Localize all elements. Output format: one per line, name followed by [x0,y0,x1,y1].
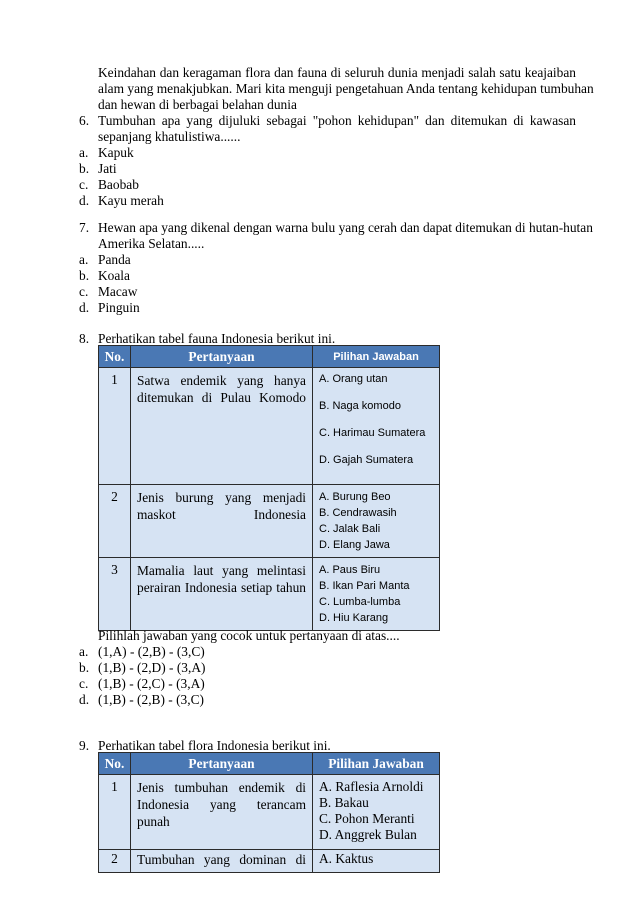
answer-option[interactable] [79,177,576,193]
option-text: (1,A) - (2,B) - (3,C) [98,644,205,659]
choice-item: B. Cendrawasih [319,507,397,519]
option-text: Pinguin [98,300,140,315]
question-text: Tumbuhan apa yang dijuluki sebagai "pohon kehidupan" dan ditemukan di kawasan [98,113,576,128]
option-text: Macaw [98,284,138,299]
header-question: Pertanyaan [131,346,313,368]
intro-line: dan hewan di berbagai belahan dunia [98,97,297,112]
header-choices: Pilihan Jawaban [313,346,440,368]
intro-line: Keindahan dan keragaman flora dan fauna di seluruh dunia menjadi salah satu keajaiban [98,65,576,80]
option-label: a. [79,644,89,659]
table-row [99,850,440,873]
choice-item: A. Kaktus [319,851,374,866]
cell-choices [313,558,440,631]
cell-choices [313,850,440,873]
option-text: Jati [98,161,117,176]
header-question: Pertanyaan [131,753,313,775]
question-number: 7. [79,220,90,235]
cell-question: Jenis burung yang menjadi maskot Indonesia [131,485,313,558]
fauna-table [98,345,440,631]
answer-option[interactable] [79,644,576,660]
choice-item: B. Ikan Pari Manta [319,580,410,592]
answer-option[interactable] [79,284,576,300]
choice-item: D. Anggrek Bulan [319,827,417,842]
answer-option[interactable] [79,660,576,676]
option-text: Panda [98,252,131,267]
intro-paragraph [98,65,594,113]
choice-item: A. Burung Beo [319,491,391,503]
option-label: b. [79,660,90,675]
table-row [99,558,440,631]
answer-option[interactable] [79,145,576,161]
question-7 [79,220,593,316]
choice-item: C. Pohon Meranti [319,811,415,826]
header-no: No. [99,346,131,368]
choice-item: A. Orang utan [319,373,388,385]
header-choices: Pilihan Jawaban [313,753,440,775]
choice-item: A. Paus Biru [319,564,381,576]
choice-item: C. Jalak Bali [319,523,381,535]
option-label: d. [79,300,90,315]
flora-table [98,752,440,873]
intro-line: alam yang menakjubkan. Mari kita menguji pengetahuan Anda tentang kehidupan tumbuhan [98,81,594,96]
choice-item: D. Gajah Sumatera [319,454,414,466]
question-number: 6. [79,113,90,128]
answer-option[interactable] [79,161,576,177]
option-label: a. [79,145,89,160]
option-text: Kayu merah [98,193,164,208]
option-label: d. [79,193,90,208]
answer-option[interactable] [79,300,576,316]
option-label: c. [79,284,89,299]
cell-no: 1 [99,368,131,485]
header-no: No. [99,753,131,775]
choice-item: A. Raflesia Arnoldi [319,779,424,794]
table-header-row [99,346,440,368]
option-label: a. [79,252,89,267]
cell-choices [313,775,440,850]
cell-no: 1 [99,775,131,850]
option-label: b. [79,161,90,176]
option-text: Baobab [98,177,139,192]
question-prompt: Perhatikan tabel fauna Indonesia berikut ini. [98,331,336,346]
question-instruction: Pilihlah jawaban yang cocok untuk pertanyaan di atas.... [98,628,400,643]
cell-choices [313,368,440,485]
answer-option[interactable] [79,676,576,692]
cell-question: Mamalia laut yang melintasi perairan Indonesia setiap tahun [131,558,313,631]
question-number: 8. [79,331,90,346]
table-row [99,485,440,558]
option-text: (1,B) - (2,D) - (3,A) [98,660,206,675]
option-label: d. [79,692,90,707]
choice-item: C. Harimau Sumatera [319,427,426,439]
question-8-answers [79,628,576,708]
choice-item: D. Hiu Karang [319,612,389,624]
option-label: b. [79,268,90,283]
cell-no: 2 [99,485,131,558]
cell-question: Tumbuhan yang dominan di [131,850,313,873]
choice-item: D. Elang Jawa [319,539,390,551]
choice-item: B. Naga komodo [319,400,401,412]
table-row [99,775,440,850]
table-header-row [99,753,440,775]
cell-question: Jenis tumbuhan endemik di Indonesia yang terancam punah [131,775,313,850]
option-text: (1,B) - (2,C) - (3,A) [98,676,205,691]
answer-option[interactable] [79,268,576,284]
option-label: c. [79,177,89,192]
option-label: c. [79,676,89,691]
answer-option[interactable] [79,252,576,268]
option-text: (1,B) - (2,B) - (3,C) [98,692,204,707]
option-text: Koala [98,268,130,283]
table-row [99,368,440,485]
question-text: Amerika Selatan..... [98,236,205,251]
option-text: Kapuk [98,145,134,160]
question-text: sepanjang khatulistiwa...... [98,129,241,144]
answer-option[interactable] [79,193,576,209]
cell-choices [313,485,440,558]
question-text: Hewan apa yang dikenal dengan warna bulu yang cerah dan dapat ditemukan di hutan-hutan [98,220,593,235]
cell-no: 3 [99,558,131,631]
answer-option[interactable] [79,692,576,708]
cell-no: 2 [99,850,131,873]
question-prompt: Perhatikan tabel flora Indonesia berikut ini. [98,738,331,753]
choice-item: C. Lumba-lumba [319,596,401,608]
cell-question: Satwa endemik yang hanya ditemukan di Pulau Komodo [131,368,313,485]
question-number: 9. [79,738,90,753]
question-6 [79,113,576,209]
choice-item: B. Bakau [319,795,369,810]
